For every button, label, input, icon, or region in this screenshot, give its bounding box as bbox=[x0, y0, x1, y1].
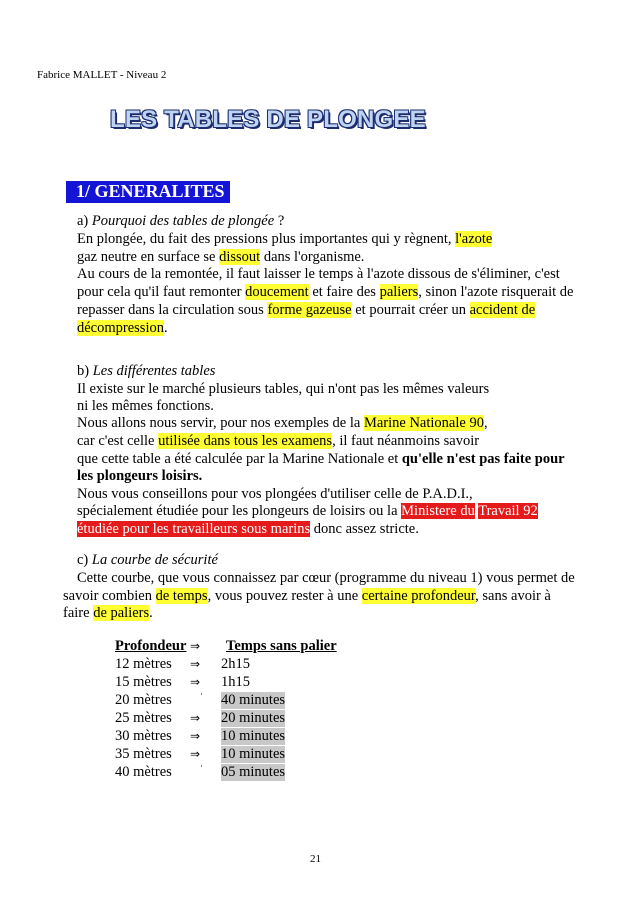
implies-arrow-icon: ⇒ bbox=[190, 711, 201, 725]
highlight-forme-gazeuse: forme gazeuse bbox=[267, 302, 352, 318]
column-header-time: Temps sans palier bbox=[226, 638, 337, 654]
paragraph-line: Il existe sur le marché plusieurs tables, qui n'ont pas les mêmes valeurs bbox=[77, 381, 490, 397]
highlight-dissout: dissout bbox=[219, 249, 261, 265]
highlight-accident: accident de bbox=[469, 302, 536, 318]
highlight-decompression: décompression bbox=[77, 320, 164, 336]
paragraph-line: gaz neutre en surface se dissout dans l'organisme. bbox=[77, 249, 365, 265]
paragraph-line: faire de paliers. bbox=[63, 605, 153, 621]
table-row-time: 40 minutes bbox=[221, 692, 286, 708]
table-row-depth: 25 mètres bbox=[115, 710, 172, 726]
page-title: LES TABLES DE PLONGEE bbox=[110, 106, 426, 133]
paragraph-line: Au cours de la remontée, il faut laisser le temps à l'azote dissous de s'éliminer, c'est bbox=[77, 266, 560, 282]
implies-arrow-icon: ⇒ bbox=[190, 675, 201, 689]
highlight-examens: utilisée dans tous les examens bbox=[158, 433, 333, 449]
table-row-time: 2h15 bbox=[221, 656, 250, 672]
table-row-time: 1h15 bbox=[221, 674, 250, 690]
implies-arrow-icon: ⇒ bbox=[190, 747, 201, 761]
bold-text: qu'elle n'est pas faite pour bbox=[401, 451, 565, 467]
table-row-depth: 15 mètres bbox=[115, 674, 172, 690]
paragraph-line: Cette courbe, que vous connaissez par cœur (programme du niveau 1) vous permet de bbox=[77, 570, 575, 586]
paragraph-line: décompression. bbox=[77, 320, 168, 336]
highlight-de-paliers: de paliers bbox=[93, 605, 150, 621]
highlight-de-temps: de temps bbox=[155, 588, 208, 604]
paragraph-line: savoir combien de temps, vous pouvez rester à une certaine profondeur, sans avoir à bbox=[63, 588, 551, 604]
highlight-doucement: doucement bbox=[245, 284, 309, 300]
dot-icon: · bbox=[200, 690, 203, 700]
paragraph-line: Nous vous conseillons pour vos plongées d'utiliser celle de P.A.D.I., bbox=[77, 486, 473, 502]
paragraph-line: repasser dans la circulation sous forme gazeuse et pourrait créer un accident de bbox=[77, 302, 536, 318]
implies-arrow-icon: ⇒ bbox=[190, 657, 201, 671]
table-row-depth: 12 mètres bbox=[115, 656, 172, 672]
highlight-azote: l'azote bbox=[455, 231, 493, 247]
paragraph-line: spécialement étudiée pour les plongeurs de loisirs ou la Ministere du Travail 92 bbox=[77, 503, 538, 519]
table-row-depth: 35 mètres bbox=[115, 746, 172, 762]
highlight-travail-92: Travail 92 bbox=[478, 503, 538, 519]
table-row-time: 05 minutes bbox=[221, 764, 286, 780]
part-b-heading: b) Les différentes tables bbox=[77, 363, 216, 379]
highlight-profondeur: certaine profondeur bbox=[361, 588, 476, 604]
table-row-depth: 20 mètres bbox=[115, 692, 172, 708]
table-row-depth: 40 mètres bbox=[115, 764, 172, 780]
highlight-ministere: Ministere du bbox=[401, 503, 475, 519]
part-c-heading: c) La courbe de sécurité bbox=[77, 552, 218, 568]
implies-arrow-icon: ⇒ bbox=[190, 729, 201, 743]
table-row-depth: 30 mètres bbox=[115, 728, 172, 744]
part-b-title: Les différentes tables bbox=[92, 363, 216, 379]
highlight-travailleurs: étudiée pour les travailleurs sous marins bbox=[77, 521, 311, 537]
paragraph-line: car c'est celle utilisée dans tous les examens, il faut néanmoins savoir bbox=[77, 433, 480, 449]
part-a-heading: a) Pourquoi des tables de plongée ? bbox=[77, 213, 285, 229]
column-header-depth: Profondeur bbox=[115, 638, 187, 654]
dot-icon: · bbox=[200, 762, 203, 772]
highlight-marine-nationale: Marine Nationale 90 bbox=[363, 415, 484, 431]
paragraph-line: que cette table a été calculée par la Marine Nationale et qu'elle n'est pas faite pour bbox=[77, 451, 565, 467]
section-heading-generalites: 1/ GENERALITES bbox=[66, 181, 230, 203]
paragraph-line: étudiée pour les travailleurs sous marins donc assez stricte. bbox=[77, 521, 419, 537]
paragraph-line: pour cela qu'il faut remonter doucement et faire des paliers, sinon l'azote risquerait de bbox=[77, 284, 574, 300]
paragraph-line: ni les mêmes fonctions. bbox=[77, 398, 214, 414]
paragraph-line bbox=[77, 468, 202, 485]
table-row-time: 10 minutes bbox=[221, 728, 286, 744]
page-number: 21 bbox=[310, 853, 321, 865]
bold-text: les plongeurs loisirs. bbox=[77, 468, 203, 484]
table-row-time: 10 minutes bbox=[221, 746, 286, 762]
table-row-time: 20 minutes bbox=[221, 710, 286, 726]
part-c-title: La courbe de sécurité bbox=[91, 552, 218, 568]
page-header: Fabrice MALLET - Niveau 2 bbox=[37, 69, 167, 81]
paragraph-line: Nous allons nous servir, pour nos exemples de la Marine Nationale 90, bbox=[77, 415, 488, 431]
paragraph-line: En plongée, du fait des pressions plus importantes qui y règnent, l'azote bbox=[77, 231, 493, 247]
part-a-title: Pourquoi des tables de plongée bbox=[91, 213, 275, 229]
highlight-paliers: paliers bbox=[379, 284, 419, 300]
equals-arrow-icon: ⇒ bbox=[190, 639, 201, 653]
